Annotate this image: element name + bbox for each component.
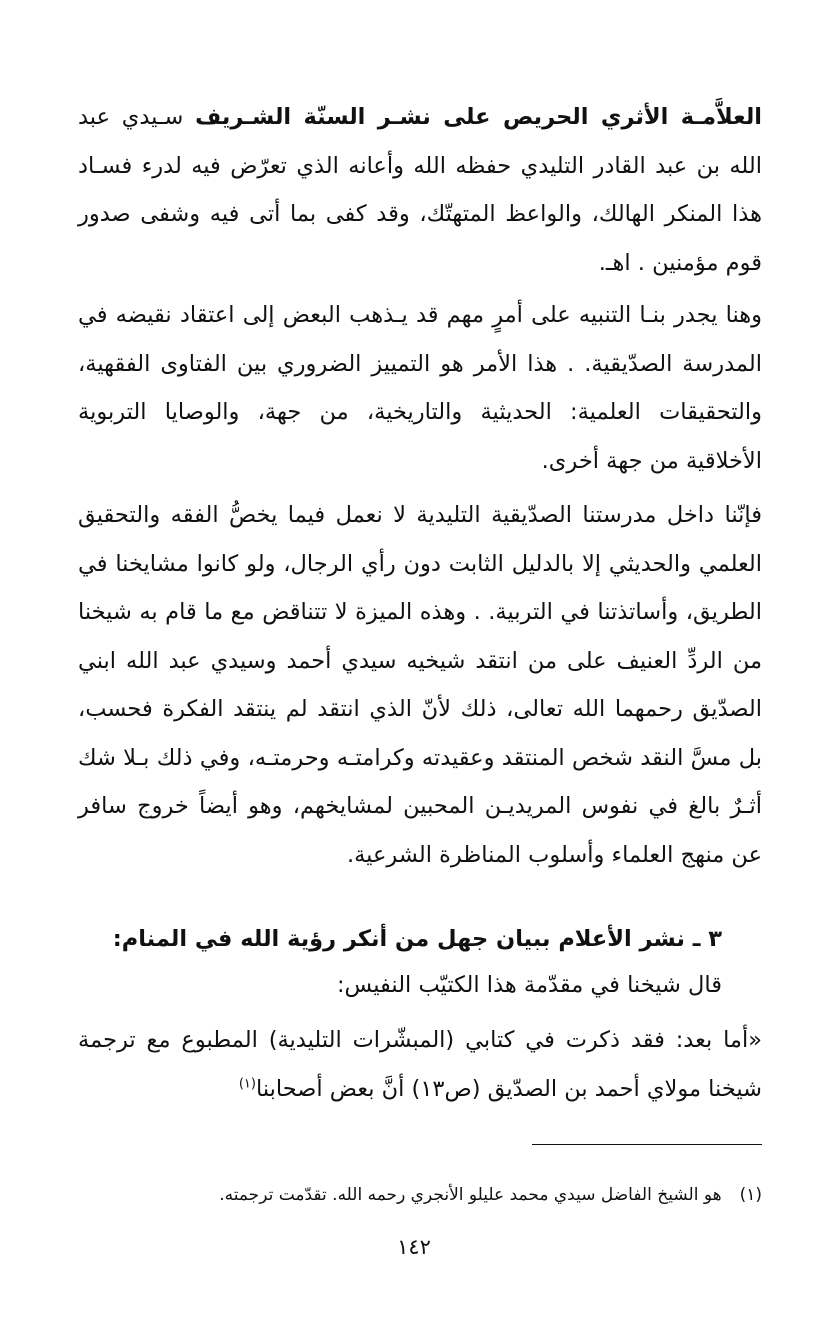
paragraph-2: وهنا يجدر بنـا التنبيه على أمرٍ مهم قد يـذهب البعض إلى اعتقاد نقيضه في المدرسة الصدّيقية. . هذا الأمر هو التمييز الضروري بين الفتاوى الفقهية، والتحقيقات العلمية: الحديثية والتاريخية، من جهة، والوصايا التربوية الأخلاقية من جهة أخرى. (78, 302, 762, 474)
paragraph-1 (78, 93, 762, 287)
footnote (78, 1180, 762, 1210)
paragraph-4-text: «أما بعد: فقد ذكرت في كتابي (المبشّرات التليدية) المطبوع مع ترجمة شيخنا مولاي أحمد بن الصدّيق (ص١٣) أنَّ بعض أصحابنا (78, 1027, 762, 1102)
page-number: ١٤٢ (397, 1235, 431, 1259)
section-heading (78, 916, 762, 1008)
paragraph-1-text: سـيدي عبد الله بن عبد القادر التليدي حفظه الله وأعانه الذي تعرّض فيه لدرء فسـاد هذا المنكر الهالك، والواعظ المتهتّك، وقد كفى بما أتى فيه وشفى صدور قوم مؤمنين . اهـ. (78, 104, 762, 276)
paragraph-1-bold-lead: العلاَّمـة الأثري الحريص على نشـر السنّة الشـريف (195, 104, 762, 130)
footnote-separator (532, 1144, 762, 1145)
section-heading-title: ٣ ـ نشر الأعلام ببيان جهل من أنكر رؤية الله في المنام: (112, 926, 722, 952)
footnote-reference: (١) (238, 1076, 256, 1091)
paragraph-4 (78, 1016, 762, 1113)
footnote-number: (١) (739, 1185, 762, 1205)
footnote-text: هو الشيخ الفاضل سيدي محمد عليلو الأنجري رحمه الله. تقدّمت ترجمته. (219, 1185, 722, 1205)
section-heading-intro: قال شيخنا في مقدّمة هذا الكتيّب النفيس: (336, 972, 722, 998)
paragraph-3: فإنّنا داخل مدرستنا الصدّيقية التليدية لا نعمل فيما يخصُّ الفقه والتحقيق العلمي والحديثي إلا بالدليل الثابت دون رأي الرجال، ولو كانوا مشايخنا في الطريق، وأساتذتنا في التربية. . وهذه الميزة لا تتناقض مع ما قام به شيخنا من الردِّ العنيف على من انتقد شيخيه سيدي أحمد وسيدي عبد الله ابني الصدّيق رحمهما الله تعالى، ذلك لأنّ الذي انتقد لم ينتقد الفكرة فحسب، بل مسَّ النقد شخص المنتقد وعقيدته وكرامتـه وحرمتـه، وفي ذلك بـلا شك أثـرٌ بالغ في نفوس المريديـن المحبين لمشايخهم، وهو أيضاً خروج سافر عن منهج العلماء وأسلوب المناظرة الشرعية. (78, 502, 762, 868)
